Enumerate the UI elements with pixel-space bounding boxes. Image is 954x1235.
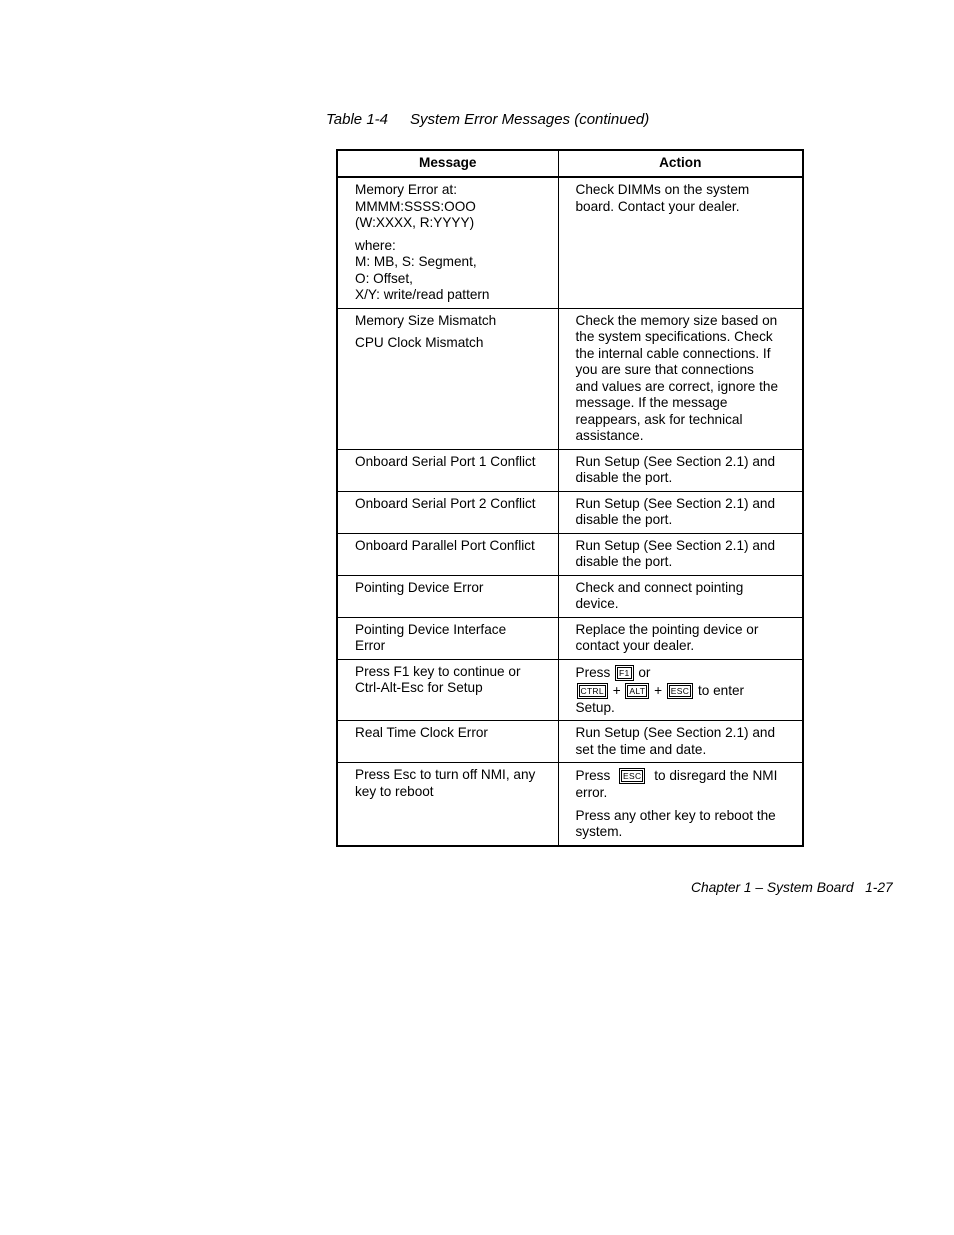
action-line: Check DIMMs on the system: [575, 182, 750, 197]
message-line: Press Esc to turn off NMI, any: [355, 767, 536, 782]
action-text: Press: [575, 664, 611, 680]
message-line: Pointing Device Interface: [355, 621, 507, 637]
action-cell: [558, 177, 803, 308]
action-line: and values are correct, ignore the: [575, 378, 779, 394]
action-line: assistance.: [575, 428, 644, 443]
table-row: [337, 763, 803, 846]
table-title: System Error Messages (continued): [410, 111, 650, 128]
action-line: error.: [575, 785, 608, 800]
message-cell: [337, 177, 558, 308]
message-cell: [337, 533, 558, 575]
page-footer: [691, 880, 893, 895]
message-cell: [337, 575, 558, 617]
message-cell: [337, 308, 558, 449]
table-row: [337, 575, 803, 617]
table-caption: [326, 111, 649, 128]
message-cell: [337, 659, 558, 721]
alt-key-icon: ALT: [625, 683, 649, 699]
header-action: Action: [558, 150, 803, 177]
action-cell: [558, 575, 803, 617]
action-line: Press any other key to reboot the: [575, 807, 776, 823]
esc-key-icon: ESC: [667, 683, 693, 699]
action-line: the internal cable connections. If: [575, 345, 771, 361]
message-line: (W:XXXX, R:YYYY): [355, 215, 475, 230]
action-text: +: [612, 682, 621, 698]
page-number: 1-27: [865, 880, 893, 895]
action-line: Run Setup (See Section 2.1) and: [575, 725, 776, 740]
action-line: message. If the message: [575, 395, 728, 410]
table-row: [337, 491, 803, 533]
action-line: Run Setup (See Section 2.1) and: [575, 495, 776, 511]
action-line: Run Setup (See Section 2.1) and: [575, 537, 776, 553]
action-line: Replace the pointing device or: [575, 621, 759, 637]
action-cell: [558, 533, 803, 575]
table-number: Table 1-4: [326, 111, 388, 128]
action-cell: [558, 491, 803, 533]
action-cell: [558, 617, 803, 659]
message-line: Press F1 key to continue or: [355, 663, 521, 679]
message-line: Onboard Serial Port 1 Conflict: [355, 453, 536, 469]
table-row: [337, 308, 803, 449]
message-line: O: Offset,: [355, 270, 413, 286]
message-cell: [337, 491, 558, 533]
ctrl-key-icon: CTRL: [577, 683, 608, 699]
action-cell: [558, 449, 803, 491]
action-text: +: [654, 682, 663, 698]
action-line: Check the memory size based on: [575, 312, 778, 328]
action-line: system.: [575, 824, 623, 839]
action-line: device.: [575, 596, 619, 611]
action-line: Run Setup (See Section 2.1) and: [575, 453, 776, 469]
message-cell: [337, 721, 558, 763]
message-cell: [337, 449, 558, 491]
chapter-title: Chapter 1 – System Board: [691, 880, 854, 895]
action-cell: [558, 308, 803, 449]
message-line: Onboard Parallel Port Conflict: [355, 537, 535, 553]
action-line: contact your dealer.: [575, 638, 695, 653]
action-text: or: [638, 664, 651, 680]
message-line: Onboard Serial Port 2 Conflict: [355, 495, 536, 511]
action-cell: [558, 721, 803, 763]
action-text: to enter: [697, 682, 745, 698]
table-header-row: [337, 150, 803, 177]
message-line: M: MB, S: Segment,: [355, 254, 477, 269]
table-row: [337, 533, 803, 575]
message-line: CPU Clock Mismatch: [355, 335, 484, 350]
message-cell: [337, 617, 558, 659]
action-cell: [558, 659, 803, 721]
action-line: disable the port.: [575, 512, 673, 527]
header-message: Message: [337, 150, 558, 177]
action-text: Press: [575, 768, 611, 783]
message-line: where:: [355, 237, 396, 253]
action-text: to disregard the NMI: [654, 768, 778, 783]
table-row: [337, 449, 803, 491]
message-line: Error: [355, 638, 386, 653]
table-row: [337, 617, 803, 659]
action-line: Setup.: [575, 699, 615, 715]
action-line: the system specifications. Check: [575, 329, 773, 344]
system-error-messages-table: [336, 149, 804, 847]
action-line: Check and connect pointing: [575, 579, 744, 595]
table-row: [337, 659, 803, 721]
action-line: disable the port.: [575, 470, 673, 485]
action-line: you are sure that connections: [575, 362, 754, 377]
message-line: Memory Error at:: [355, 182, 457, 197]
message-line: Memory Size Mismatch: [355, 312, 497, 328]
esc-key-icon: ESC: [619, 768, 645, 784]
table-row: [337, 721, 803, 763]
message-line: MMMM:SSSS:OOO: [355, 198, 476, 214]
message-line: Ctrl-Alt-Esc for Setup: [355, 680, 483, 695]
action-line: disable the port.: [575, 554, 673, 569]
action-line: board. Contact your dealer.: [575, 198, 740, 214]
message-cell: [337, 763, 558, 846]
message-line: X/Y: write/read pattern: [355, 287, 490, 302]
action-line: reappears, ask for technical: [575, 411, 743, 427]
message-line: key to reboot: [355, 783, 434, 799]
message-line: Pointing Device Error: [355, 579, 484, 595]
message-line: Real Time Clock Error: [355, 725, 488, 740]
table-row: [337, 177, 803, 308]
action-cell: [558, 763, 803, 846]
f1-key-icon: F1: [615, 665, 634, 681]
action-line: set the time and date.: [575, 741, 707, 757]
